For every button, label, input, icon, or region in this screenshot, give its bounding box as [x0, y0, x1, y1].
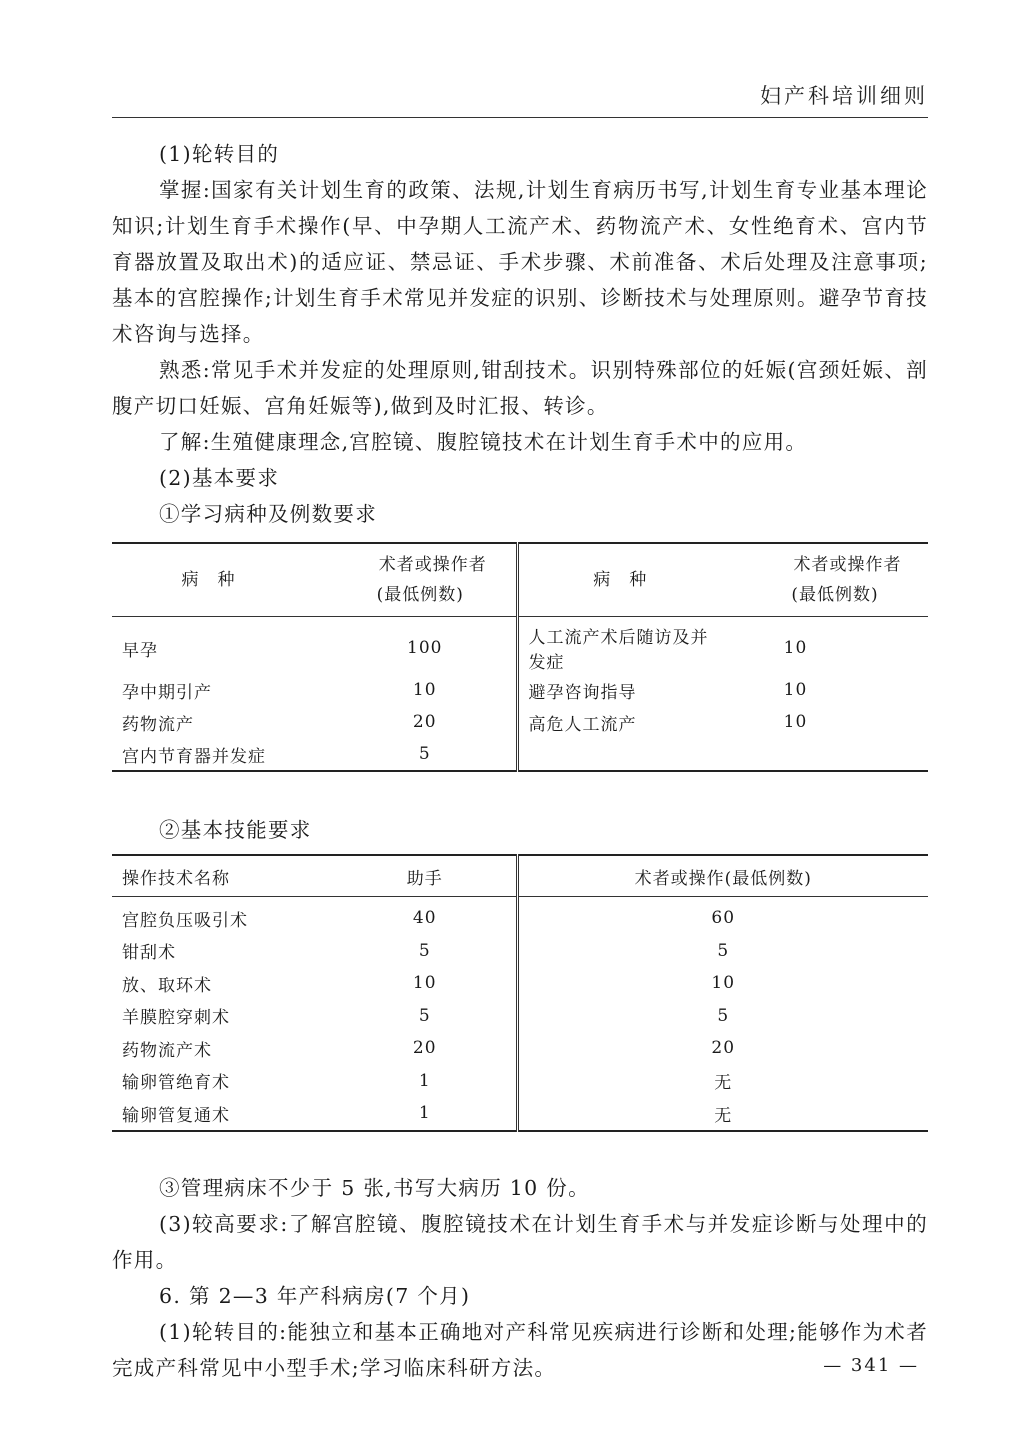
- section-heading: (1)轮转目的: [159, 142, 280, 166]
- table-row: [112, 706, 928, 738]
- header-rule: [112, 117, 928, 118]
- table-cell: 40: [412, 908, 437, 929]
- section-heading: 6. 第 2—3 年产科病房(7 个月): [159, 1283, 471, 1308]
- column-header-line: (最低例数): [791, 585, 879, 605]
- table-header-row: [112, 855, 928, 897]
- table-row: [112, 935, 928, 968]
- table-cell: 钳刮术: [122, 943, 176, 964]
- table-cell: 5: [418, 940, 431, 961]
- table-cell: 20: [412, 1038, 437, 1059]
- table-cell: 10: [412, 680, 437, 700]
- table-cell: 10: [783, 638, 808, 658]
- table-cell: 10: [412, 973, 437, 994]
- column-header-line: 术者或操作者: [378, 555, 487, 575]
- table-cell: 5: [517, 1000, 928, 1033]
- column-header-line: (最低例数): [376, 585, 464, 605]
- paragraph-purpose: (1)轮转目的:能独立和基本正确地对产科常见疾病进行诊断和处理;能够作为术者完成产科常见中小型手术;学习临床科研方法。: [112, 1319, 928, 1380]
- table-cell: 输卵管复通术: [122, 1105, 230, 1126]
- paragraph-master: 掌握:国家有关计划生育的政策、法规,计划生育病历书写,计划生育专业基本理论知识;计划生育手术操作(早、中孕期人工流产术、药物流产术、女性绝育术、宫内节育器放置及取出术)的适应证、禁忌证、手术步骤、术前准备、术后处理及注意事项;基本的宫腔操作;计划生育手术常见并发症的识别、诊断技术与处理原则。避孕节育技术咨询与选择。: [112, 178, 928, 346]
- table-cell: 人工流产术后随访及并发症: [517, 617, 722, 675]
- table-header-row: [112, 543, 928, 617]
- table-cell: 药物流产术: [122, 1040, 212, 1061]
- paragraph-familiar: 熟悉:常见手术并发症的处理原则,钳刮技术。识别特殊部位的妊娠(宫颈妊娠、剖腹产切口妊娠、宫角妊娠等),做到及时汇报、转诊。: [112, 358, 928, 418]
- table-row: [112, 738, 928, 771]
- column-header: 助手: [305, 855, 517, 897]
- table-row: [112, 1065, 928, 1098]
- paragraph-higher: (3)较高要求:了解宫腔镜、腹腔镜技术在计划生育手术与并发症诊断与处理中的作用。: [112, 1211, 928, 1272]
- disease-case-table: [112, 542, 928, 772]
- table-cell: 药物流产: [122, 714, 194, 735]
- table-cell: 高危人工流产: [517, 706, 722, 738]
- table-cell: 5: [418, 1005, 431, 1026]
- table-cell: 宫腔负压吸引术: [122, 910, 248, 931]
- table-row: [112, 1032, 928, 1065]
- table-cell: 10: [783, 712, 808, 732]
- column-header: [722, 543, 928, 617]
- table-row: [112, 967, 928, 1000]
- table-cell: 100: [407, 638, 443, 658]
- table-cell: 无: [517, 1097, 928, 1131]
- column-header-line: 术者或操作者: [793, 555, 902, 575]
- table-cell: [722, 738, 928, 771]
- table-cell: 宫内节育器并发症: [122, 746, 266, 767]
- table-cell: 孕中期引产: [122, 682, 212, 703]
- table-row: [112, 617, 928, 675]
- page-body: [112, 136, 928, 1386]
- subsection-heading: ③管理病床不少于 5 张,书写大病历 10 份。: [159, 1175, 590, 1200]
- table-cell: 早孕: [122, 640, 158, 661]
- table-row: [112, 674, 928, 706]
- table-cell: 60: [517, 897, 928, 935]
- table-cell: 输卵管绝育术: [122, 1073, 230, 1094]
- paragraph-understand: 了解:生殖健康理念,宫腔镜、腹腔镜技术在计划生育手术中的应用。: [159, 430, 808, 454]
- table-cell: [517, 738, 722, 771]
- subsection-heading: ②基本技能要求: [159, 818, 312, 842]
- table-cell: 10: [517, 967, 928, 1000]
- skill-requirement-table: [112, 854, 928, 1132]
- column-header: [305, 543, 517, 617]
- table-cell: 5: [418, 744, 431, 764]
- table-cell: 1: [418, 1103, 431, 1124]
- column-header: 操作技术名称: [112, 855, 305, 897]
- table-cell: 10: [783, 680, 808, 700]
- table-row: [112, 1097, 928, 1131]
- table-row: [112, 1000, 928, 1033]
- table-cell: 放、取环术: [122, 975, 212, 996]
- running-header: 妇产科培训细则: [760, 84, 928, 108]
- table-cell: 20: [517, 1032, 928, 1065]
- table-cell: 5: [517, 935, 928, 968]
- table-cell: 羊膜腔穿刺术: [122, 1008, 230, 1029]
- section-heading: (2)基本要求: [159, 466, 280, 490]
- subsection-heading: ①学习病种及例数要求: [159, 502, 377, 526]
- table-row: [112, 897, 928, 935]
- table-cell: 1: [418, 1070, 431, 1091]
- column-header: 病 种: [112, 543, 305, 617]
- page-number: — 341 —: [823, 1355, 919, 1376]
- table-cell: 避孕咨询指导: [517, 674, 722, 706]
- column-header: 病 种: [517, 543, 722, 617]
- table-cell: 无: [517, 1065, 928, 1098]
- table-cell: 20: [412, 712, 437, 732]
- column-header: 术者或操作(最低例数): [517, 855, 928, 897]
